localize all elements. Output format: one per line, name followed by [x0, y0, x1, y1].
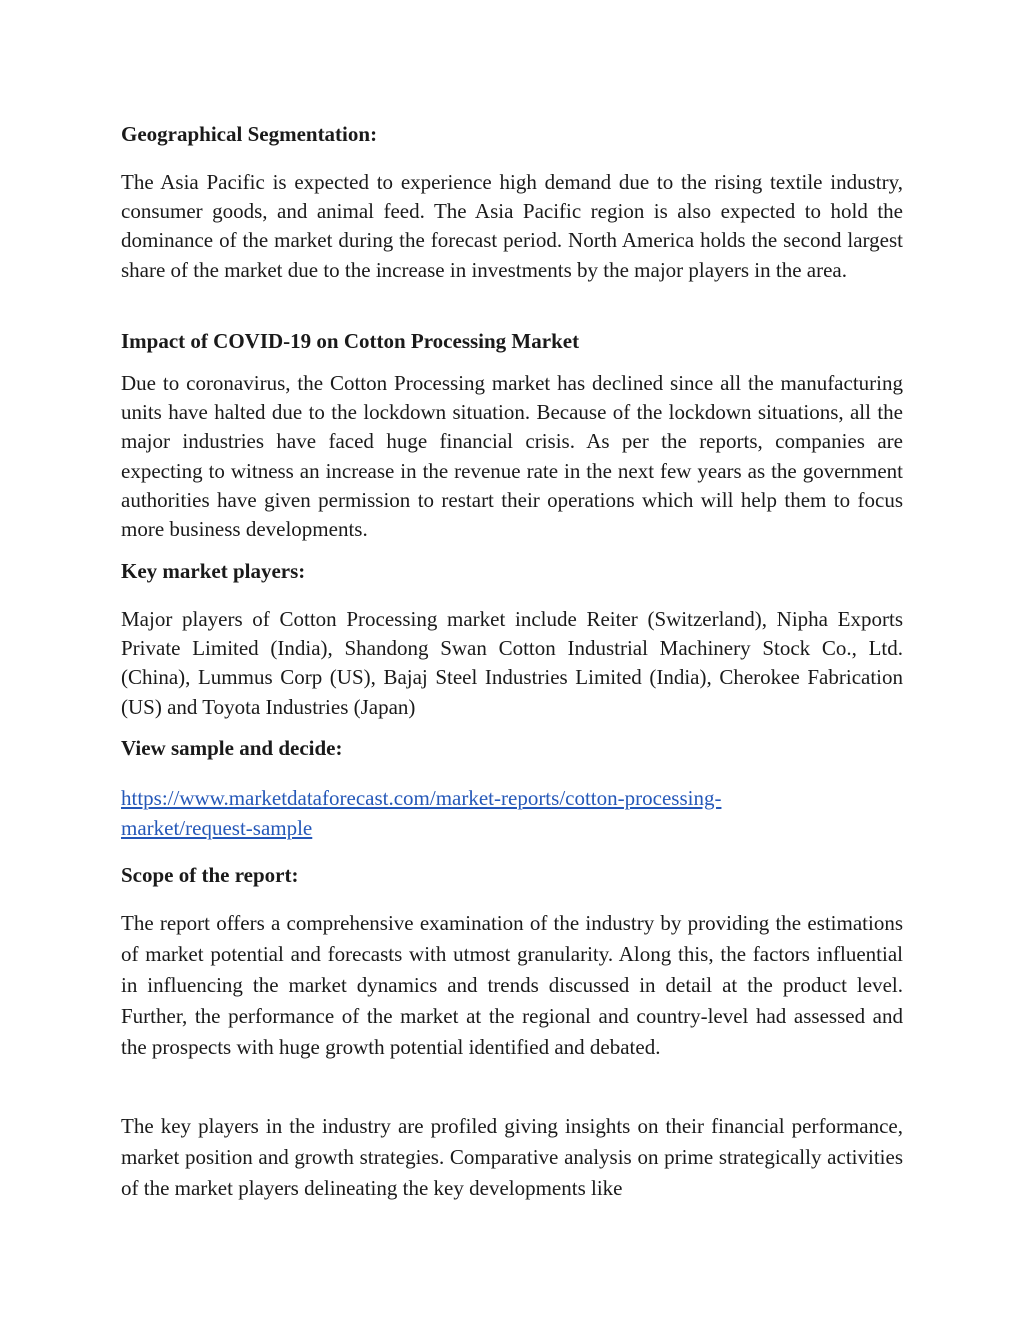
scope-of-report-paragraph-1: The report offers a comprehensive examination of the industry by providing the estimations of market potential and forecasts with utmost granularity. Along this, the factors influential in influencing the market dynamics and trends discussed in detail at the product level. Further, the performance of the market at the regional and country-level had assessed and the prospects with huge growth potential identified and debated.	[121, 911, 903, 1059]
scope-of-report-heading: Scope of the report:	[121, 863, 299, 887]
request-sample-link[interactable]	[121, 783, 903, 843]
key-market-players-paragraph: Major players of Cotton Processing market include Reiter (Switzerland), Nipha Exports Private Limited (India), Shandong Swan Cotton Industrial Machinery Stock Co., Ltd. (China), Lummus Corp (US), Bajaj Steel Industries Limited (India), Cherokee Fabrication (US) and Toyota Industries (Japan)	[121, 607, 903, 719]
request-sample-link-line-2[interactable]: market/request-sample	[121, 816, 313, 840]
view-sample-heading: View sample and decide:	[121, 736, 343, 760]
key-market-players-heading: Key market players:	[121, 559, 306, 583]
request-sample-link-line-1[interactable]: https://www.marketdataforecast.com/market-reports/cotton-processing-	[121, 786, 722, 810]
covid-impact-paragraph: Due to coronavirus, the Cotton Processing market has declined since all the manufacturing units have halted due to the lockdown situation. Because of the lockdown situations, all the major industries have faced huge financial crisis. As per the reports, companies are expecting to witness an increase in the revenue rate in the next few years as the government authorities have given permission to restart their operations which will help them to focus more business developments.	[121, 371, 903, 542]
geographical-segmentation-heading: Geographical Segmentation:	[121, 122, 378, 146]
scope-of-report-paragraph-2: The key players in the industry are profiled giving insights on their financial performance, market position and growth strategies. Comparative analysis on prime strategically activities of the market players delineating the key developments like	[121, 1114, 903, 1200]
geographical-segmentation-paragraph: The Asia Pacific is expected to experience high demand due to the rising textile industry, consumer goods, and animal feed. The Asia Pacific region is also expected to hold the dominance of the market during the forecast period. North America holds the second largest share of the market due to the increase in investments by the major players in the area.	[121, 170, 903, 282]
covid-impact-heading: Impact of COVID-19 on Cotton Processing Market	[121, 329, 580, 353]
